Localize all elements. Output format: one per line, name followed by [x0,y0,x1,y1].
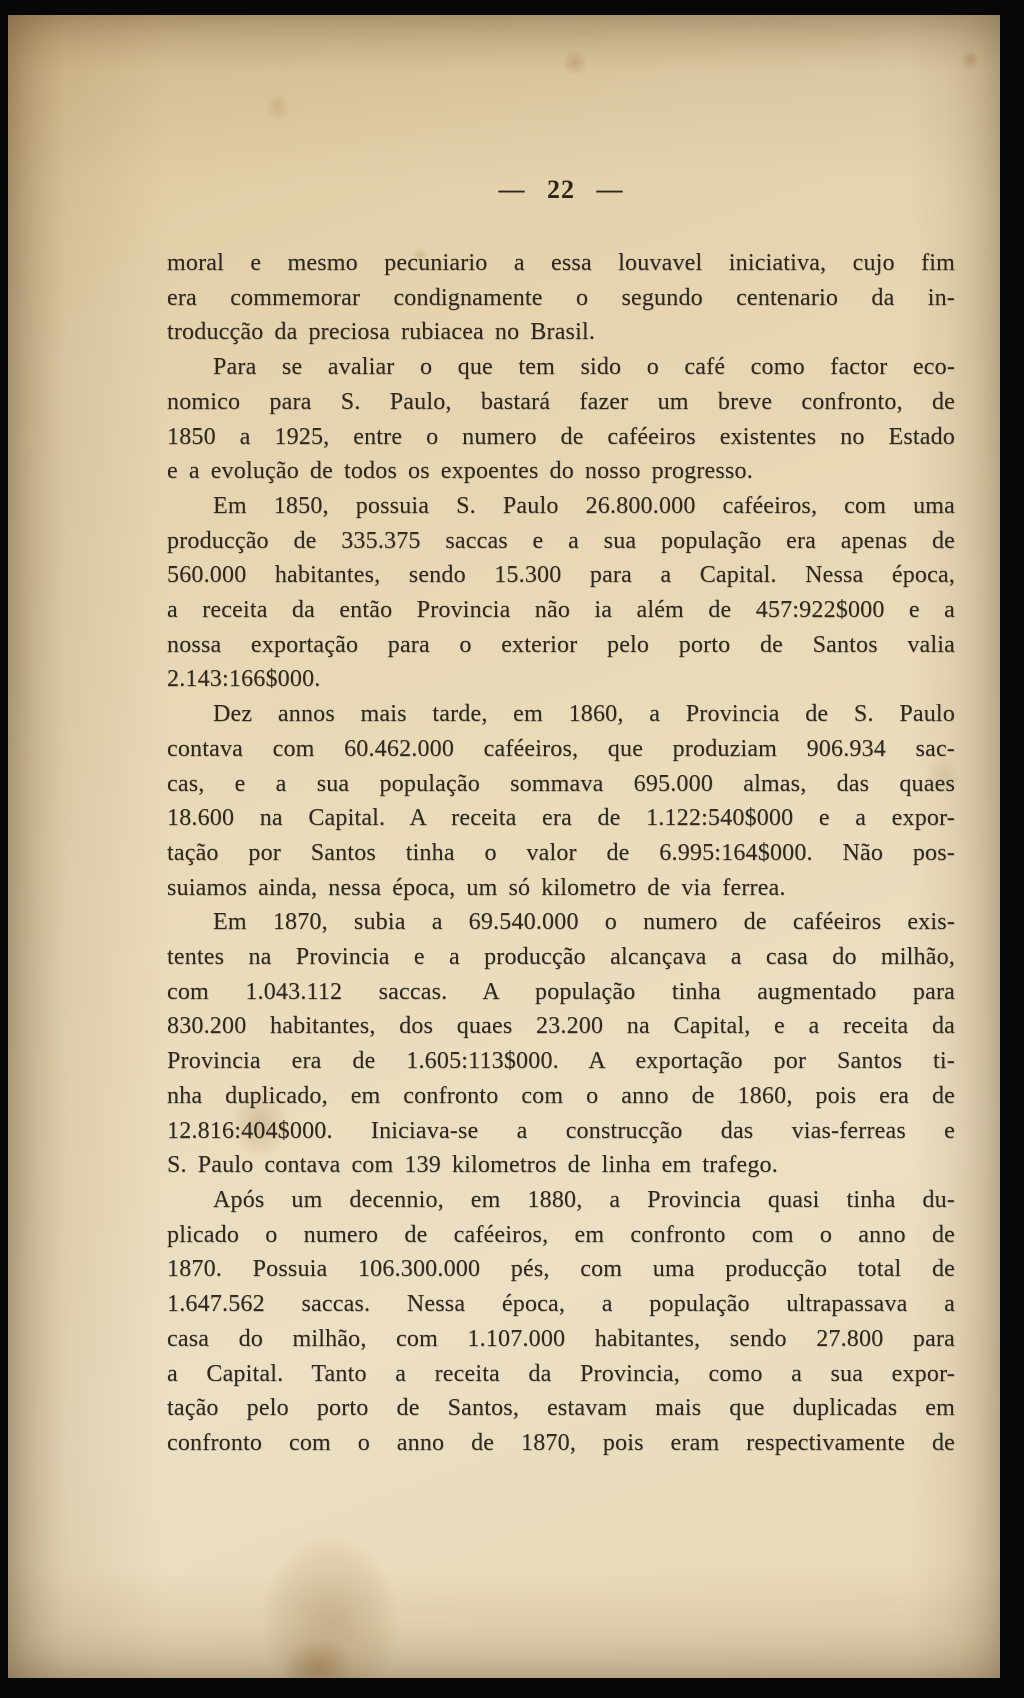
text-line: casa do milhão, com 1.107.000 habitantes, sendo 27.800 para [167,1325,955,1352]
text-line: tentes na Provincia e a producção alcançava a casa do milhão, [167,944,955,971]
text-line: tação por Santos tinha o valor de 6.995:164$000. Não pos- [167,839,955,866]
text-line: nossa exportação para o exterior pelo porto de Santos valia [167,631,955,658]
text-line: 830.200 habitantes, dos quaes 23.200 na Capital, e a receita da [167,1013,955,1040]
text-line: suiamos ainda, nessa época, um só kilometro de via ferrea. [167,874,786,901]
text-line: Para se avaliar o que tem sido o café como factor eco- [213,354,955,381]
text-line: confronto com o anno de 1870, pois eram respectivamente de [167,1429,955,1456]
text-line: tação pelo porto de Santos, estavam mais que duplicadas em [167,1395,955,1422]
text-line: S. Paulo contava com 139 kilometros de linha em trafego. [167,1152,778,1179]
text-line: producção de 335.375 saccas e a sua população era apenas de [167,527,955,554]
text-line: moral e mesmo pecuniario a essa louvavel iniciativa, cujo fim [167,250,955,276]
text-line: 18.600 na Capital. A receita era de 1.122:540$000 e a expor- [167,805,955,832]
text-line: e a evolução de todos os expoentes do nosso progresso. [167,458,753,485]
text-line: contava com 60.462.000 caféeiros, que produziam 906.934 sac- [167,735,955,762]
text-line: troducção da preciosa rubiacea no Brasil. [167,319,596,346]
text-line: Dez annos mais tarde, em 1860, a Provincia de S. Paulo [213,701,955,728]
text-line: 560.000 habitantes, sendo 15.300 para a Capital. Nessa época, [167,562,955,589]
page-number: — 22 — [498,175,624,204]
text-line: Após um decennio, em 1880, a Provincia quasi tinha du- [213,1186,955,1213]
text-line: 2.143:166$000. [167,666,321,693]
text-block [167,246,955,1461]
text-line: a receita da então Provincia não ia além de 457:922$000 e a [167,597,955,624]
text-line: a Capital. Tanto a receita da Provincia, como a sua expor- [167,1360,955,1387]
text-line: Provincia era de 1.605:113$000. A exportação por Santos ti- [167,1048,955,1075]
text-line: cas, e a sua população sommava 695.000 almas, das quaes [167,770,955,797]
text-line: plicado o numero de caféeiros, em confronto com o anno de [167,1221,955,1248]
text-line: Em 1870, subia a 69.540.000 o numero de caféeiros exis- [213,909,955,936]
text-line: Em 1850, possuia S. Paulo 26.800.000 caféeiros, com uma [213,492,955,519]
text-line: com 1.043.112 saccas. A população tinha augmentado para [167,978,955,1005]
text-line: 1.647.562 saccas. Nessa época, a população ultrapassava a [167,1291,955,1318]
text-line: nha duplicado, em confronto com o anno de 1860, pois era de [167,1082,955,1109]
text-line: 1870. Possuia 106.300.000 pés, com uma producção total de [167,1256,955,1283]
book-page [8,15,1000,1678]
text-line: nomico para S. Paulo, bastará fazer um breve confronto, de [167,388,955,415]
text-line: 12.816:404$000. Iniciava-se a construcção das vias-ferreas e [167,1117,955,1144]
text-line: era commemorar condignamente o segundo centenario da in- [167,284,955,311]
text-line: 1850 a 1925, entre o numero de caféeiros existentes no Estado [167,423,955,450]
